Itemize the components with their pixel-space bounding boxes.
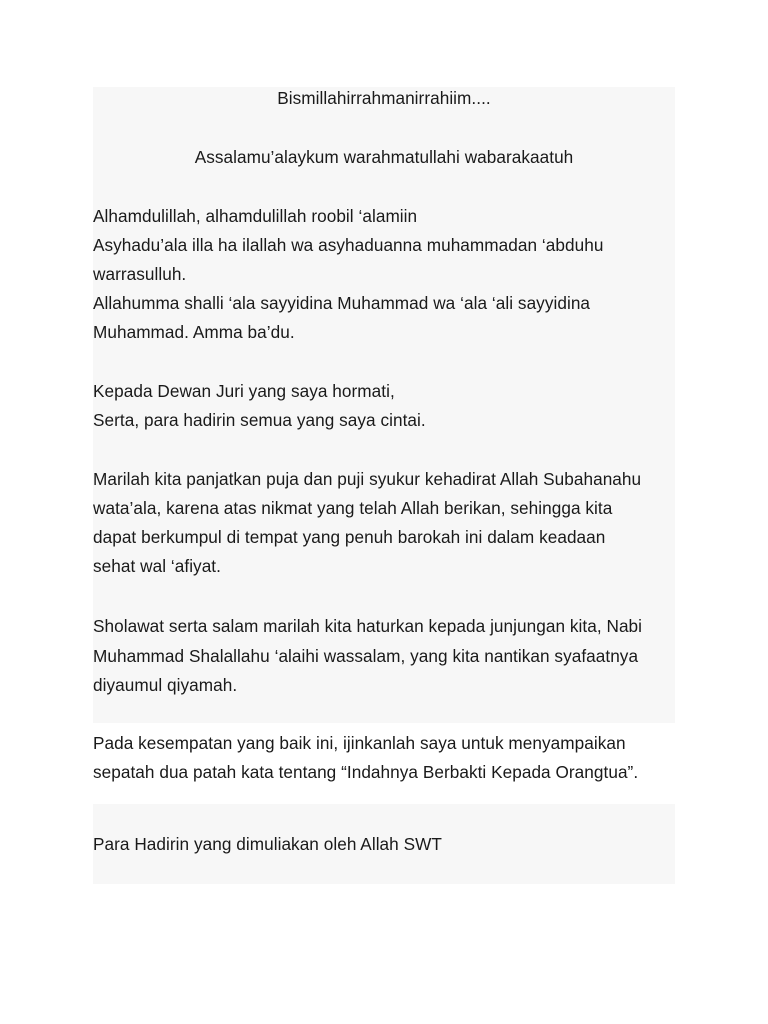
text-line: Kepada Dewan Juri yang saya hormati, xyxy=(93,381,395,401)
text-line: wata’ala, karena atas nikmat yang telah Allah berikan, sehingga kita xyxy=(93,498,613,518)
text-line: dapat berkumpul di tempat yang penuh barokah ini dalam keadaan xyxy=(93,527,606,547)
salam-line: Assalamu’alaykum warahmatullahi wabarakaatuh xyxy=(194,147,574,167)
text-line: diyaumul qiyamah. xyxy=(93,675,238,695)
text-line: Muhammad. Amma ba’du. xyxy=(93,322,295,342)
text-line: sepatah dua patah kata tentang “Indahnya Berbakti Kepada Orangtua”. xyxy=(93,762,639,782)
text-line: Allahumma shalli ‘ala sayyidina Muhammad wa ‘ala ‘ali sayyidina xyxy=(93,293,591,313)
text-line: Alhamdulillah, alhamdulillah roobil ‘alamiin xyxy=(93,206,418,226)
text-line: Marilah kita panjatkan puja dan puji syukur kehadirat Allah Subahanahu xyxy=(93,469,642,489)
opening-line: Bismillahirrahmanirrahiim.... xyxy=(277,88,491,108)
text-line: Serta, para hadirin semua yang saya cintai. xyxy=(93,410,426,430)
text-line: Sholawat serta salam marilah kita haturkan kepada junjungan kita, Nabi xyxy=(93,616,643,636)
text-line: Para Hadirin yang dimuliakan oleh Allah SWT xyxy=(93,834,442,854)
text-line: Muhammad Shalallahu ‘alaihi wassalam, yang kita nantikan syafaatnya xyxy=(93,646,639,666)
text-line: Pada kesempatan yang baik ini, ijinkanlah saya untuk menyampaikan xyxy=(93,733,626,753)
text-line: warrasulluh. xyxy=(93,264,187,284)
text-line: Asyhadu’ala illa ha ilallah wa asyhaduanna muhammadan ‘abduhu xyxy=(93,235,604,255)
text-line: sehat wal ‘afiyat. xyxy=(93,556,221,576)
